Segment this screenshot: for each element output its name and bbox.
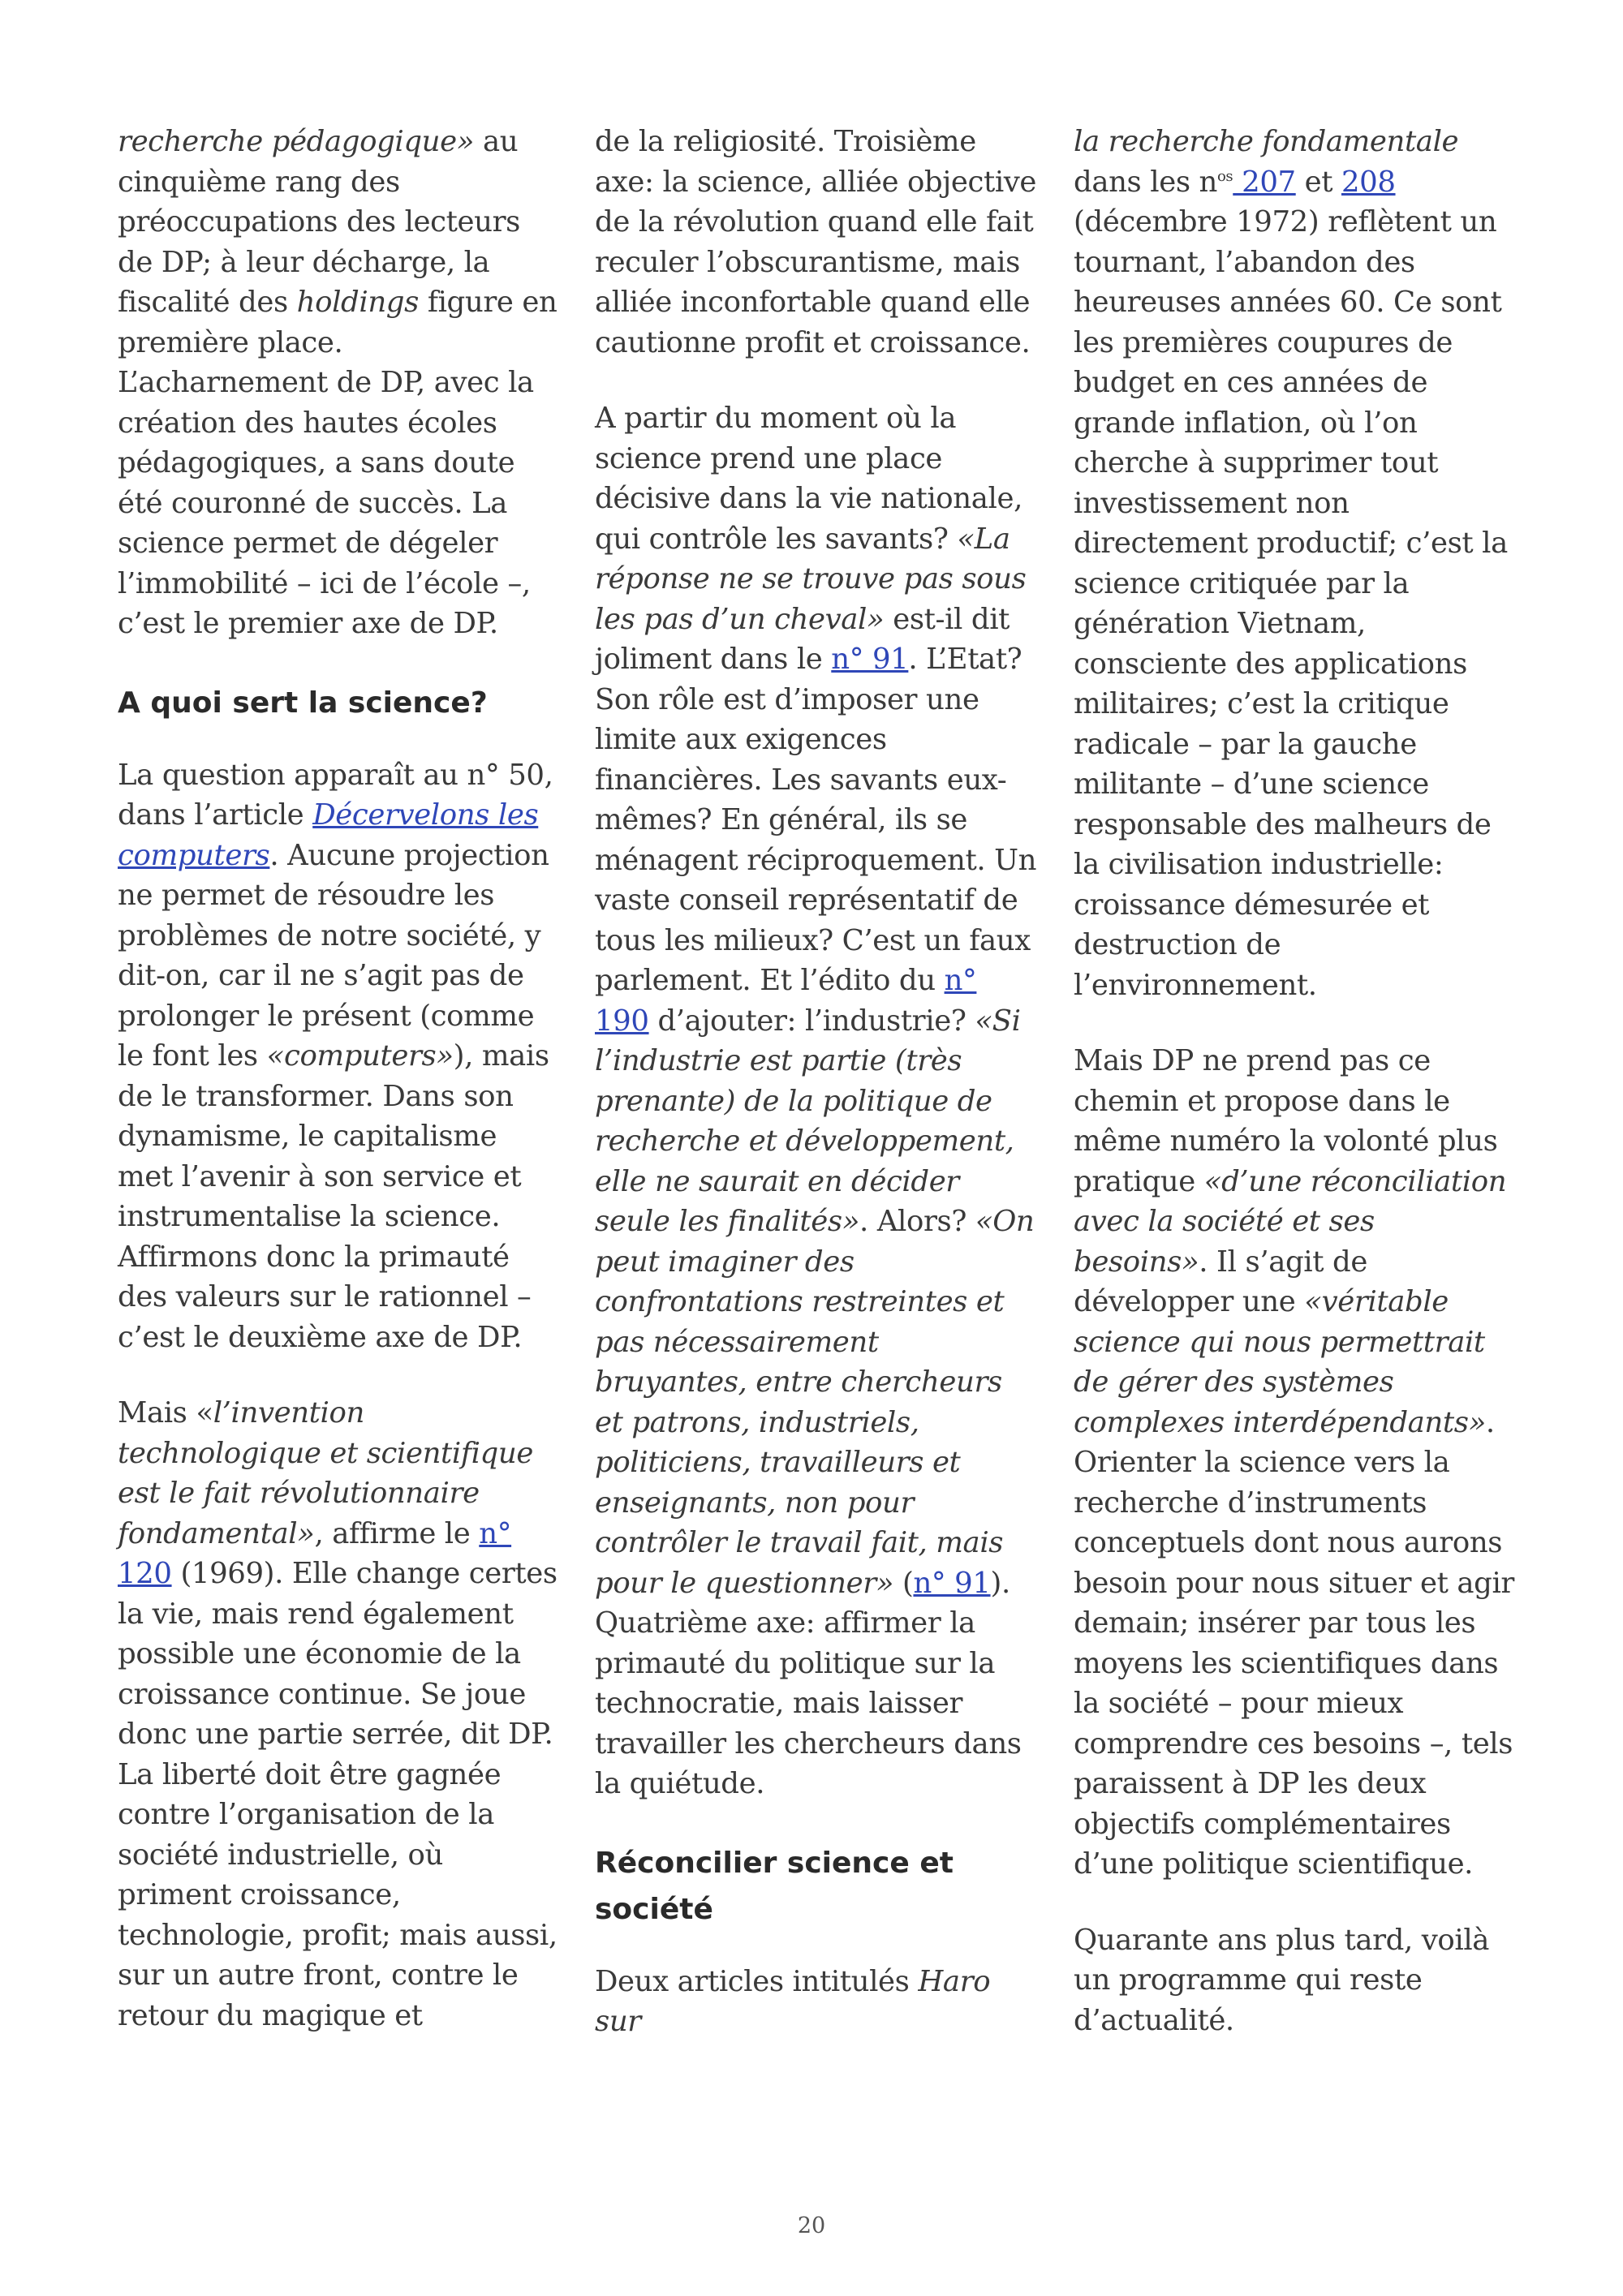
text-run: d’ajouter: l’industrie?	[648, 1004, 975, 1038]
paragraph	[595, 398, 1037, 1804]
text-run: Deux articles intitulés	[595, 1964, 919, 1998]
issue-link[interactable]: n° 91	[913, 1566, 991, 1600]
text-run: . Il s’agit de développer une	[1074, 1245, 1367, 1318]
issue-link[interactable]: 208	[1341, 165, 1396, 199]
italic-quote: «Si l’industrie est partie (très prenante) de la politique de recherche et développement, elle ne saurait en décider seule les finalités»	[595, 1004, 1021, 1238]
article-link[interactable]: Décervelons les computers	[118, 798, 539, 872]
issue-link[interactable]: n° 91	[831, 643, 909, 676]
text-column-2	[595, 122, 1037, 2078]
text-run: A partir du moment où la science prend une place décisive dans la vie nationale, qui contrôle les savants?	[595, 402, 1022, 556]
text-run: et	[1295, 165, 1341, 199]
paragraph	[118, 122, 560, 644]
italic-quote: «On peut imaginer des confrontations restreintes et pas nécessairement bruyantes, entre chercheurs et patrons, industriels, politiciens, travailleurs et enseignants, non pour contrôler le travail fait, mais pour le questionner»	[595, 1205, 1035, 1600]
text-run: figure en première place. L’acharnement de DP, avec la création des hautes écoles pédagogiques, a sans doute été couronné de succès. La science permet de dégeler l’immobilité – ici de l’école –, c’est le premier axe de DP.	[118, 286, 558, 640]
text-run: (	[893, 1566, 914, 1600]
paragraph	[118, 1393, 560, 2036]
text-run: Mais DP ne prend pas ce chemin et propose dans le même numéro la volonté plus pratique	[1074, 1044, 1498, 1198]
text-run: , affirme le	[314, 1516, 480, 1550]
text-run: est-il dit joliment dans le	[595, 602, 1010, 676]
page-number: 20	[797, 2213, 826, 2238]
superscript: os	[1216, 167, 1233, 185]
paragraph	[1074, 1041, 1516, 1885]
text-column-1	[118, 122, 560, 2071]
text-run: au cinquième rang des préoccupations des lecteurs de DP; à leur décharge, la fiscalité des	[118, 125, 520, 319]
paragraph	[595, 1962, 1037, 2042]
text-run: . Orienter la science vers la recherche d’instruments conceptuels dont nous aurons besoin pour nous situer et agir demain; insérer par tous les moyens les scientifiques dans la société – pour mieux comprendre ces besoins –, tels paraissent à DP les deux objectifs complémentaires d’une politique scientifique.	[1074, 1405, 1514, 1881]
text-run: Mais «	[118, 1396, 213, 1430]
section-heading: A quoi sert la science?	[118, 686, 488, 720]
text-run: ), mais de le transformer. Dans son dynamisme, le capitalisme met l’avenir à son service et instrumentalise la science. Affirmons donc la primauté des valeurs sur le rationnel – c’est le deuxième axe de DP.	[118, 1039, 549, 1354]
text-column-3	[1074, 122, 1516, 2076]
issue-link[interactable]: n° 120	[118, 1516, 512, 1590]
paragraph: de la religiosité. Troisième axe: la science, alliée objective de la révolution quand elle fait reculer l’obscurantisme, mais alliée inconfortable quand elle cautionne profit et croissance.	[595, 125, 1037, 359]
text-run: . Alors?	[859, 1205, 975, 1238]
text-run: . L’Etat? Son rôle est d’imposer une limite aux exigences financières. Les savants eux-mêmes? En général, ils se ménagent réciproquement. Un vaste conseil représentatif de tous les milieux? C’est un faux parlement. Et l’édito du	[595, 643, 1037, 997]
issue-link[interactable]: n° 190	[595, 964, 977, 1038]
italic-quote: l’invention technologique et scientifique est le fait révolutionnaire fondamental»	[118, 1396, 533, 1550]
italic-term: «computers»	[266, 1039, 454, 1073]
italic-title: la recherche fondamentale	[1074, 125, 1459, 158]
text-run: dans les n	[1074, 165, 1217, 199]
italic-quote: «d’une réconciliation avec la société et ses besoins»	[1074, 1164, 1507, 1279]
paragraph: Quarante ans plus tard, voilà un programme qui reste d’actualité.	[1074, 1923, 1490, 2037]
text-run: (décembre 1972) reflètent un tournant, l’abandon des heureuses années 60. Ce sont les premières coupures de budget en ces années de grande inflation, où l’on cherche à supprimer tout investissement non directement productif; c’est la science critiquée par la génération Vietnam, consciente des applications militaires; c’est la critique radicale – par la gauche militante – d’une science responsable des malheurs de la civilisation industrielle: croissance démesurée et destruction de l’environnement.	[1074, 205, 1508, 1002]
text-run: La question apparaît au n° 50, dans l’article	[118, 758, 553, 832]
italic-quote: recherche pédagogique»	[118, 125, 475, 158]
section-heading: Réconcilier science et société	[595, 1846, 954, 1926]
text-run: ). Quatrième axe: affirmer la primauté du politique sur la technocratie, mais laisser travailler les chercheurs dans la quiétude.	[595, 1566, 1022, 1800]
italic-title: Haro sur	[595, 1964, 991, 2038]
issue-link[interactable]: 207	[1233, 165, 1296, 199]
text-run: (1969). Elle change certes la vie, mais rend également possible une économie de la croissance continue. Se joue donc une partie serrée, dit DP. La liberté doit être gagnée contre l’organisation de la société industrielle, où priment croissance, technologie, profit; mais aussi, sur un autre front, contre le retour du magique et	[118, 1557, 558, 2032]
paragraph	[1074, 122, 1516, 1005]
paragraph	[118, 755, 560, 1358]
text-run: . Aucune projection ne permet de résoudre les problèmes de notre société, y dit-on, car il ne s’agit pas de prolonger le présent (comme le font les	[118, 838, 549, 1073]
italic-term: holdings	[296, 286, 419, 319]
italic-quote: «La réponse ne se trouve pas sous les pas d’un cheval»	[595, 522, 1027, 636]
italic-quote: «véritable science qui nous permettrait de gérer des systèmes complexes interdépendants»	[1074, 1285, 1486, 1439]
